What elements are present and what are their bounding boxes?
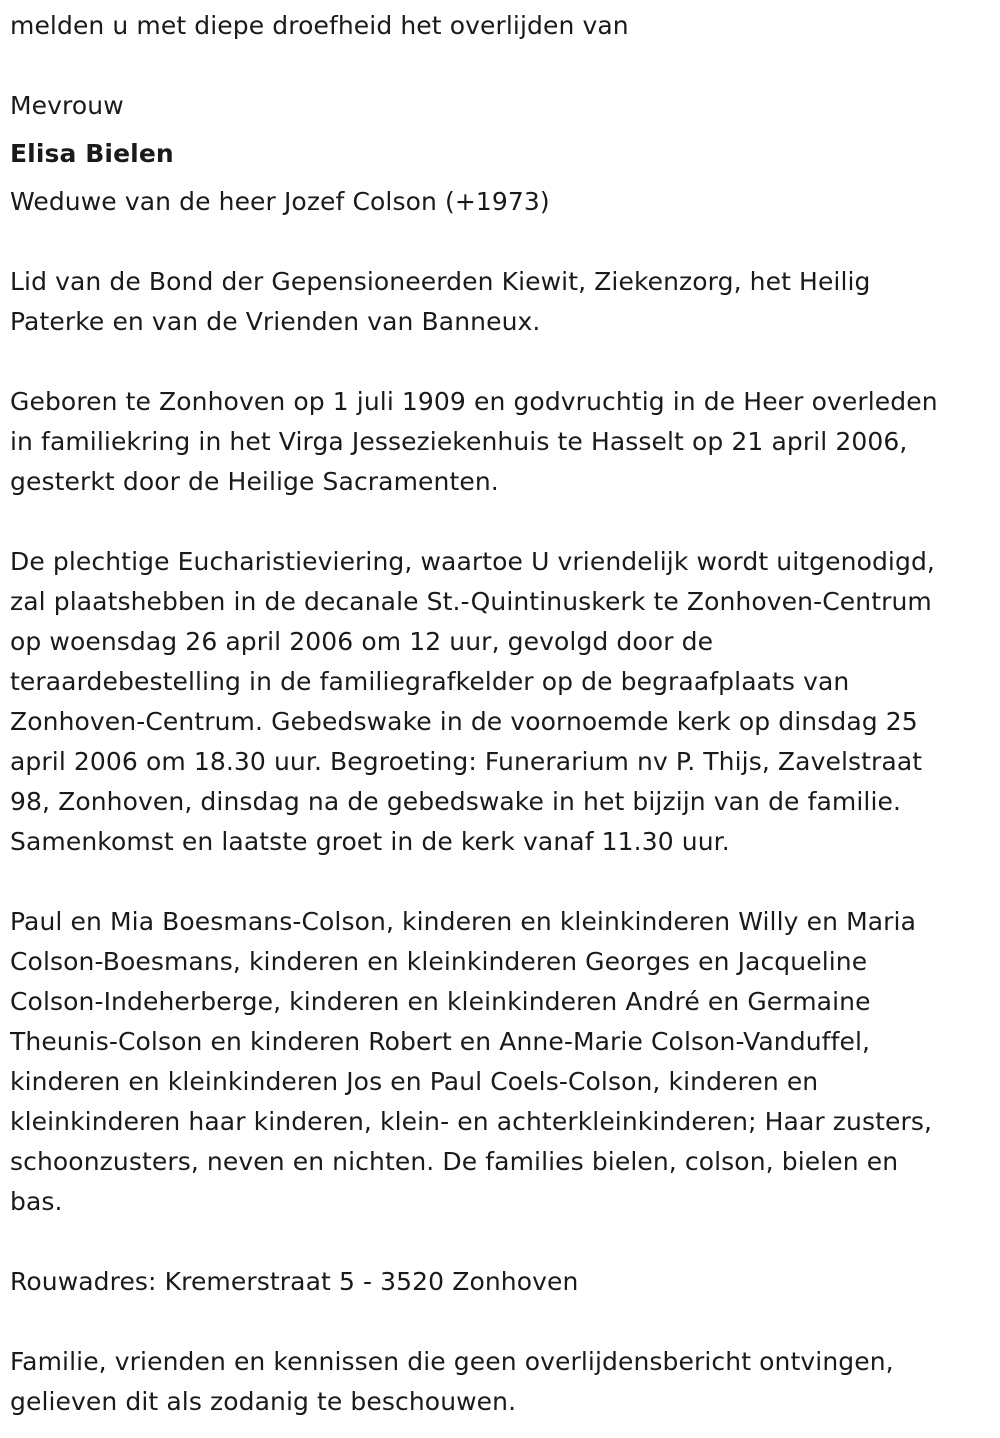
birth-death-line: in familiekring in het Virga Jesseziekenhuis te Hasselt op 21 april 2006, (10, 427, 908, 456)
salutation: Mevrouw (10, 91, 124, 120)
intro-text: melden u met diepe droefheid het overlijden van (10, 11, 629, 40)
family-line: schoonzusters, neven en nichten. De families bielen, colson, bielen en (10, 1147, 899, 1176)
deceased-name: Elisa Bielen (10, 139, 174, 168)
closing-line: Familie, vrienden en kennissen die geen overlijdensbericht ontvingen, (10, 1347, 894, 1376)
birth-death-paragraph (10, 382, 990, 502)
ceremony-line: op woensdag 26 april 2006 om 12 uur, gevolgd door de (10, 627, 714, 656)
family-line: Colson-Indeherberge, kinderen en kleinkinderen André en Germaine (10, 987, 871, 1016)
membership-paragraph (10, 262, 990, 342)
family-line: bas. (10, 1187, 63, 1216)
birth-death-line: Geboren te Zonhoven op 1 juli 1909 en godvruchtig in de Heer overleden (10, 387, 938, 416)
family-line: Theunis-Colson en kinderen Robert en Anne-Marie Colson-Vanduffel, (10, 1027, 871, 1056)
mourning-address: Rouwadres: Kremerstraat 5 - 3520 Zonhoven (10, 1267, 579, 1296)
family-line: Colson-Boesmans, kinderen en kleinkinderen Georges en Jacqueline (10, 947, 868, 976)
widow-of-text: Weduwe van de heer Jozef Colson (+1973) (10, 187, 550, 216)
membership-line: Lid van de Bond der Gepensioneerden Kiewit, Ziekenzorg, het Heilig (10, 267, 871, 296)
obituary-document (10, 6, 990, 1422)
closing-paragraph (10, 1342, 990, 1422)
ceremony-line: zal plaatshebben in de decanale St.-Quintinuskerk te Zonhoven-Centrum (10, 587, 932, 616)
ceremony-line: april 2006 om 18.30 uur. Begroeting: Funerarium nv P. Thijs, Zavelstraat (10, 747, 923, 776)
closing-line: gelieven dit als zodanig te beschouwen. (10, 1387, 517, 1416)
ceremony-line: teraardebestelling in de familiegrafkelder op de begraafplaats van (10, 667, 850, 696)
family-line: kinderen en kleinkinderen Jos en Paul Coels-Colson, kinderen en (10, 1067, 819, 1096)
membership-line: Paterke en van de Vrienden van Banneux. (10, 307, 541, 336)
ceremony-line: 98, Zonhoven, dinsdag na de gebedswake in het bijzijn van de familie. (10, 787, 902, 816)
ceremony-paragraph (10, 542, 990, 862)
birth-death-line: gesterkt door de Heilige Sacramenten. (10, 467, 499, 496)
family-line: kleinkinderen haar kinderen, klein- en achterkleinkinderen; Haar zusters, (10, 1107, 933, 1136)
ceremony-line: Zonhoven-Centrum. Gebedswake in de voornoemde kerk op dinsdag 25 (10, 707, 918, 736)
ceremony-line: De plechtige Eucharistieviering, waartoe U vriendelijk wordt uitgenodigd, (10, 547, 935, 576)
ceremony-line: Samenkomst en laatste groet in de kerk vanaf 11.30 uur. (10, 827, 730, 856)
family-paragraph (10, 902, 990, 1222)
family-line: Paul en Mia Boesmans-Colson, kinderen en kleinkinderen Willy en Maria (10, 907, 916, 936)
